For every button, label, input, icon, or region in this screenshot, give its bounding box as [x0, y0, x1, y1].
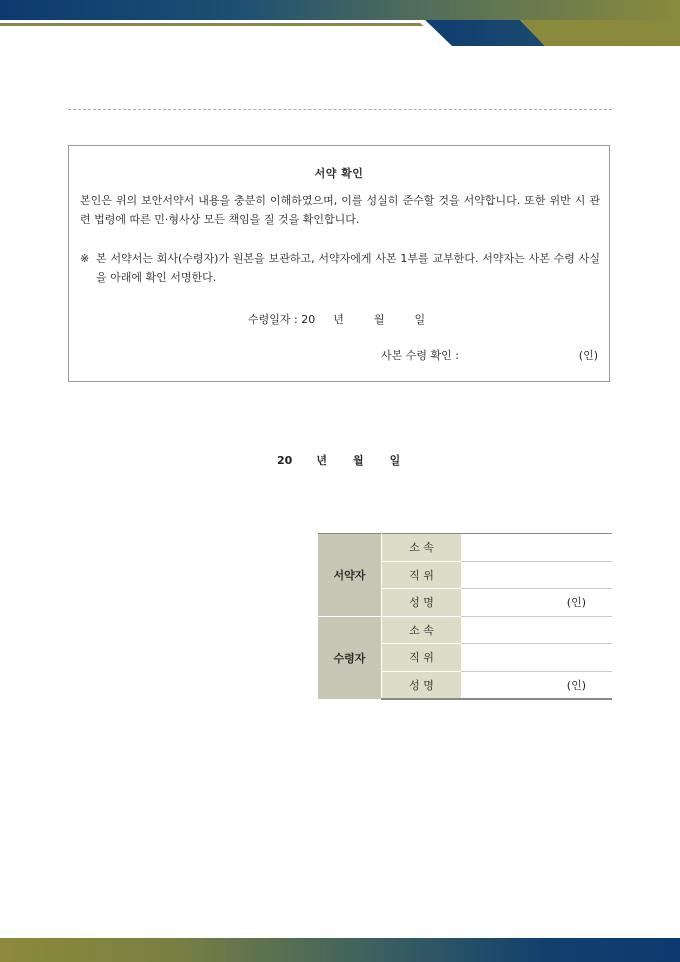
receipt-month-unit: 월	[373, 313, 385, 326]
pledge-note-text: 본 서약서는 회사(수령자)가 원본을 보관하고, 서약자에게 사본 1부를 교부한다. 서약자는 사본 수령 사실을 아래에 확인 서명한다.	[96, 252, 600, 284]
pledger-seal[interactable]: (인)	[461, 589, 612, 617]
receiver-name-label: 성 명	[382, 671, 462, 699]
signature-table	[318, 533, 612, 700]
header-band	[0, 0, 680, 46]
receiver-role-cell: 수령자	[318, 616, 382, 699]
pledger-position-field[interactable]	[461, 561, 612, 589]
date-month-unit: 월	[352, 454, 364, 467]
pledger-affiliation-field[interactable]	[461, 534, 612, 562]
footer-band	[0, 938, 680, 962]
copy-receipt-seal: (인)	[578, 349, 598, 362]
receiver-affiliation-field[interactable]	[461, 616, 612, 644]
receiver-position-field[interactable]	[461, 644, 612, 672]
receipt-date	[248, 311, 425, 327]
receiver-position-label: 직 위	[382, 644, 462, 672]
receiver-seal[interactable]: (인)	[461, 671, 612, 699]
date-day-unit: 일	[389, 454, 401, 467]
table-row	[318, 534, 612, 562]
copy-receipt-label: 사본 수령 확인 :	[381, 349, 459, 362]
receipt-date-label: 수령일자 : 20	[248, 313, 316, 326]
pledge-title: 서약 확인	[314, 167, 364, 180]
pledge-confirmation-box	[68, 145, 610, 382]
table-row	[318, 616, 612, 644]
pledger-name-label: 성 명	[382, 589, 462, 617]
receipt-day-unit: 일	[414, 313, 426, 326]
receipt-year-unit: 년	[333, 313, 344, 326]
receiver-affiliation-label: 소 속	[382, 616, 462, 644]
reference-mark: ※	[80, 252, 90, 265]
date-year-unit: 년	[316, 454, 327, 467]
date-prefix: 20	[277, 454, 293, 467]
pledger-role-cell: 서약자	[318, 534, 382, 617]
document-date	[277, 452, 400, 468]
pledger-position-label: 직 위	[382, 561, 462, 589]
pledge-note	[80, 249, 600, 287]
pledger-affiliation-label: 소 속	[382, 534, 462, 562]
dashed-divider	[68, 109, 612, 110]
pledge-body-text: 본인은 위의 보안서약서 내용을 충분히 이해하였으며, 이를 성실히 준수할 것을 서약합니다. 또한 위반 시 관련 법령에 따른 민·형사상 모든 책임을 질 것을 확인합니다.	[80, 194, 600, 226]
